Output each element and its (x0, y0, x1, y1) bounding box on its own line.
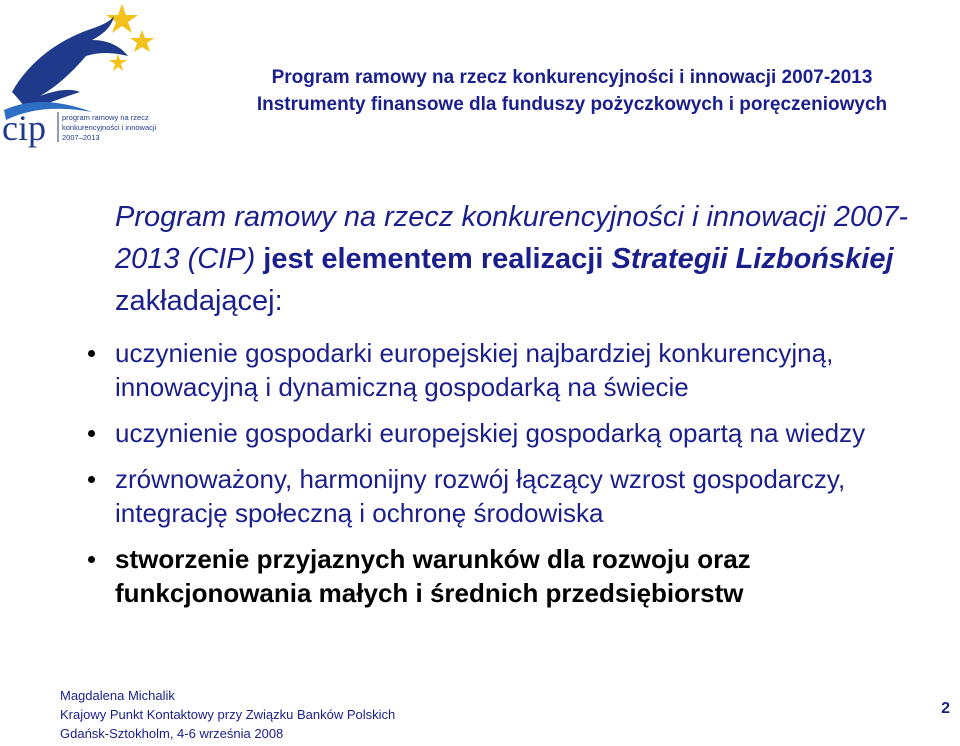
star-icon (109, 54, 127, 71)
logo-tagline-1: program ramowy na rzecz (62, 113, 149, 122)
intro-strategy-name: Strategii Lizbońskiej (611, 243, 894, 275)
slide-footer (60, 686, 395, 743)
list-item (0, 462, 935, 530)
cip-logo (0, 0, 180, 150)
bullet-icon (88, 556, 95, 563)
star-icon (106, 4, 138, 33)
page-number: 2 (941, 700, 950, 717)
footer-place-date: Gdańsk-Sztokholm, 4-6 września 2008 (60, 726, 284, 741)
list-item (0, 416, 935, 450)
header-line-2: Instrumenty finansowe dla funduszy pożyczkowych i poręczeniowych (256, 94, 888, 115)
bullet-text: stworzenie przyjaznych warunków dla rozwoju oraz funkcjonowania małych i średnich przedsiębiorstw (115, 544, 751, 608)
bullet-list (0, 336, 960, 622)
intro-emphasis: jest elementem realizacji (263, 243, 604, 275)
bullet-icon (88, 476, 95, 483)
bullet-text: uczynienie gospodarki europejskiej najbardziej konkurencyjną, innowacyjną i dynamiczną gospodarką na świecie (115, 338, 834, 402)
logo-wordmark: cip (2, 108, 46, 148)
bullet-icon (88, 350, 95, 357)
list-item (0, 336, 935, 404)
intro-ending: zakładającej: (115, 285, 283, 317)
star-icon (130, 30, 154, 52)
intro-program-name: Program ramowy na rzecz konkurencyjności i innowacji 2007-2013 (CIP) (115, 201, 908, 275)
bullet-text: zrównoważony, harmonijny rozwój łączący wzrost gospodarczy, integrację społeczną i ochronę środowiska (115, 464, 846, 528)
slide-header (192, 64, 952, 118)
logo-tagline-2: konkurencyjności i innowacji (62, 123, 157, 132)
footer-author: Magdalena Michalik (60, 688, 175, 703)
logo-tagline-3: 2007–2013 (62, 133, 100, 142)
intro-paragraph (115, 196, 915, 322)
footer-organization: Krajowy Punkt Kontaktowy przy Związku Banków Polskich (60, 707, 396, 722)
leaping-figure-icon (12, 16, 128, 112)
header-line-1: Program ramowy na rzecz konkurencyjności i innowacji 2007-2013 (271, 67, 873, 88)
bullet-text: uczynienie gospodarki europejskiej gospodarką opartą na wiedzy (115, 418, 866, 448)
list-item (0, 542, 935, 610)
bullet-icon (88, 430, 95, 437)
cip-logo-graphic (0, 0, 180, 150)
